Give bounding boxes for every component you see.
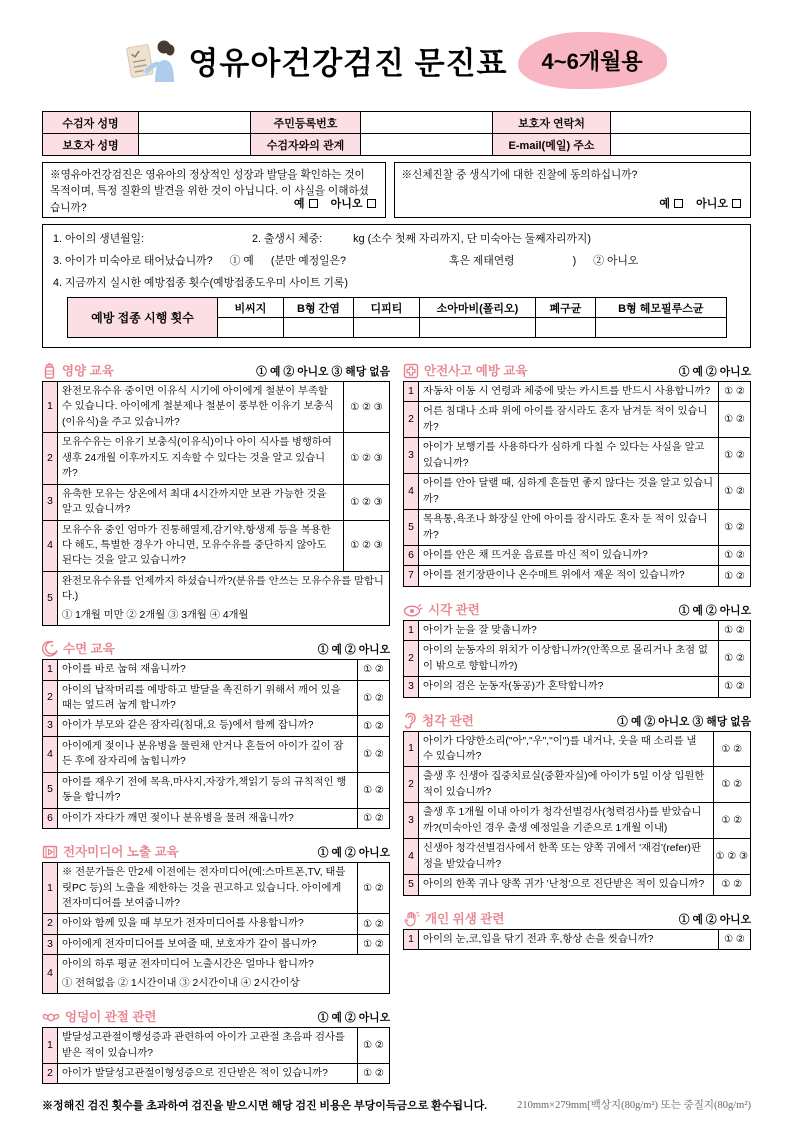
answer-options[interactable]: ① ② ③ — [713, 839, 750, 875]
question-row — [43, 433, 390, 484]
question-text-label: 아이가 부모와 같은 잠자리(침대,요 등)에서 함께 잡니까? — [62, 720, 314, 732]
question-text-label: 아이가 눈을 잘 맞춥니까? — [423, 624, 537, 636]
question-text-label: 아이를 바로 눕혀 재웁니까? — [62, 664, 186, 676]
question-text-label: 출생 후 신생아 집중치료실(중환자실)에 아이가 5일 이상 입원한 적이 있습니까? — [423, 771, 705, 798]
patient-info-table — [42, 111, 751, 156]
question-row — [43, 716, 390, 736]
question-text-label: ※ 전문가들은 만2세 이전에는 전자미디어(예:스마트폰,TV, 태블릿PC 등)의 노출을 제한하는 것을 권고하고 있습니다. 아이에게 전자미디어를 보여줍니까? — [62, 867, 346, 909]
question-row — [43, 382, 390, 433]
answer-options[interactable]: ① ② — [719, 402, 751, 438]
question-number: 2 — [43, 680, 58, 716]
question-text — [58, 520, 344, 571]
question-row — [404, 545, 751, 565]
right-column — [403, 361, 751, 963]
question-text-label: 출생 후 1개월 이내 아이가 청각선별검사(청력검사)를 받았습니까?(미숙아인 경우 출생 예정일을 기준으로 1개월 이내) — [423, 807, 702, 834]
question-text-label: 아이가 다양한소리("아","우","이")를 내거나, 웃을 때 소리를 낼 수 있습니까? — [423, 735, 697, 762]
section-title: 안전사고 예방 교육 — [424, 364, 528, 378]
answer-options[interactable]: ① ② — [719, 929, 751, 949]
answer-options-inline[interactable]: ① 전혀없음 ② 1시간이내 ③ 2시간이내 ④ 2시간이상 — [62, 977, 300, 989]
section-title: 전자미디어 노출 교육 — [63, 845, 179, 860]
answer-options[interactable]: ① ② — [358, 1064, 390, 1084]
answer-options[interactable]: ① ② — [719, 382, 751, 402]
section-hygiene — [403, 909, 751, 950]
question-number: 5 — [43, 571, 58, 625]
media-play-icon — [42, 844, 58, 860]
question-row — [404, 839, 751, 875]
question-row — [404, 402, 751, 438]
question-text-label: 아이의 하루 평균 전자미디어 노출시간은 얼마나 합니까? — [62, 959, 314, 971]
vaccination-table — [67, 297, 727, 338]
vaccine-col-dpt: 디피티 — [354, 298, 420, 318]
relationship-label: 수검자와의 관계 — [251, 134, 361, 156]
premature-yes-option[interactable]: ① 예 — [229, 255, 254, 267]
guardian-phone-field[interactable] — [611, 112, 751, 134]
ear-icon — [403, 712, 417, 729]
question-text — [419, 677, 719, 697]
vaccine-count-field-polio[interactable] — [420, 318, 536, 338]
question-text-label: 아이와 함께 있을 때 부모가 전자미디어를 사용합니까? — [62, 918, 304, 930]
answer-options[interactable]: ① ② — [358, 863, 390, 914]
question-number: 3 — [43, 484, 58, 520]
table-row — [68, 298, 727, 318]
vaccine-count-field-bcg[interactable] — [218, 318, 284, 338]
consent-section — [42, 162, 751, 218]
question-text-label: 발달성고관절이행성증과 관련하여 아이가 고관절 초음파 검사를 받은 적이 있습니까? — [62, 1032, 345, 1059]
vaccination-count-line — [53, 275, 740, 290]
question-text — [58, 433, 344, 484]
question-text — [58, 571, 390, 625]
answer-options[interactable]: ① ② — [358, 716, 390, 736]
question-text-label: 신생아 청각선별검사에서 한쪽 또는 양쪽 귀에서 '재검'(refer)판정을 받았습니까? — [423, 843, 701, 870]
question-number: 2 — [43, 433, 58, 484]
answer-options-inline[interactable]: ① 1개월 미만 ② 2개월 ③ 3개월 ④ 4개월 — [62, 609, 249, 621]
answer-scale-legend: ① 예 ② 아니오 — [317, 1012, 390, 1025]
question-text-label: 완전모유수유를 언제까지 하셨습니까?(분유를 안쓰는 모유수유를 말합니다.) — [62, 575, 384, 603]
vaccination-row-label: 예방 접종 시행 횟수 — [68, 298, 218, 338]
question-text — [58, 772, 358, 808]
question-text — [419, 402, 719, 438]
question-row — [43, 736, 390, 772]
question-row — [43, 863, 390, 914]
answer-scale-legend: ① 예 ② 아니오 ③ 해당 없음 — [617, 715, 751, 728]
vaccine-col-pcv: 폐구균 — [536, 298, 596, 318]
question-text-label: 아이를 재우기 전에 목욕,마사지,자장가,책읽기 등의 규칙적인 행동을 합니까? — [62, 776, 347, 804]
question-text-label: 자동차 이동 시 연령과 체중에 맞는 카시트를 반드시 사용합니까? — [423, 386, 711, 397]
answer-options[interactable]: ① ② — [358, 934, 390, 954]
vaccine-count-field-hib[interactable] — [596, 318, 727, 338]
question-columns — [42, 361, 751, 1097]
answer-options[interactable]: ① ② — [719, 641, 751, 677]
question-text — [419, 474, 719, 510]
answer-scale-legend: ① 예 ② 아니오 — [678, 366, 751, 378]
question-text — [419, 767, 714, 803]
guardian-phone-label: 보호자 연락처 — [493, 112, 611, 134]
vaccine-col-polio: 소아마비(폴리오) — [420, 298, 536, 318]
answer-options[interactable]: ① ② — [719, 545, 751, 565]
question-number: 6 — [404, 545, 419, 565]
question-row — [404, 382, 751, 402]
vaccine-col-hepb: B형 간염 — [284, 298, 354, 318]
answer-options[interactable]: ① ② — [713, 803, 750, 839]
genital-no-checkbox[interactable] — [732, 199, 741, 208]
question-number: 1 — [43, 863, 58, 914]
question-row — [404, 731, 751, 767]
question-text-label: 목욕통,욕조나 화장실 안에 아이를 잠시라도 혼자 둔 적이 있습니까? — [423, 514, 708, 541]
vaccine-count-field-pcv[interactable] — [536, 318, 596, 338]
answer-options[interactable]: ① ② — [719, 510, 751, 546]
question-row — [43, 914, 390, 934]
question-number: 1 — [43, 1028, 58, 1064]
page-title: 영유아건강검진 문진표 — [188, 46, 508, 81]
question-text-label: 유축한 모유는 상온에서 최대 4시간까지만 보관 가능한 것을 알고 있습니까? — [62, 488, 327, 516]
first-aid-cross-icon — [403, 363, 419, 379]
question-number: 1 — [404, 929, 419, 949]
section-vision — [403, 600, 751, 698]
question-number: 1 — [404, 620, 419, 640]
question-number: 2 — [43, 1064, 58, 1084]
question-text — [58, 484, 344, 520]
genital-exam-consent-text: ※신체진찰 중 생식기에 대한 진찰에 동의하십니까? — [401, 169, 638, 181]
crescent-moon-icon — [42, 641, 58, 657]
question-row — [43, 955, 390, 994]
question-text — [58, 382, 344, 433]
question-text — [419, 438, 719, 474]
answer-options[interactable]: ① ② — [358, 660, 390, 680]
question-row — [404, 929, 751, 949]
examinee-name-label: 수검자 성명 — [43, 112, 139, 134]
section-title: 엉덩이 관절 관련 — [65, 1010, 157, 1025]
page-footer — [42, 1097, 751, 1113]
baby-bottle-icon — [42, 362, 57, 379]
answer-scale-legend: ① 예 ② 아니오 — [317, 644, 390, 657]
premature-no-option[interactable]: ② 아니오 — [593, 255, 639, 267]
email-field[interactable] — [611, 134, 751, 156]
question-number: 3 — [404, 438, 419, 474]
examinee-name-field[interactable] — [139, 112, 251, 134]
question-row — [43, 808, 390, 828]
guardian-name-field[interactable] — [139, 134, 251, 156]
question-row — [404, 438, 751, 474]
question-text-label: 완전모유수유 중이면 이유식 시기에 아이에게 철분이 부족할 수 있습니다. 아이에게 철분제나 철분이 풍부한 이유기 보충식(이유식)을 주고 있습니까? — [62, 386, 334, 428]
question-number: 3 — [43, 716, 58, 736]
age-group-badge: 4~6개월용 — [518, 32, 667, 89]
question-number: 5 — [404, 875, 419, 895]
question-text — [419, 803, 714, 839]
purpose-no-checkbox[interactable] — [367, 199, 376, 208]
question-text — [58, 955, 390, 994]
hip-joint-icon — [42, 1010, 60, 1025]
answer-options[interactable]: ① ② — [719, 438, 751, 474]
answer-options[interactable]: ① ② — [719, 620, 751, 640]
question-text — [419, 641, 719, 677]
question-text — [58, 914, 358, 934]
question-number: 2 — [404, 767, 419, 803]
question-text — [58, 660, 358, 680]
purpose-consent-box — [42, 162, 386, 218]
purpose-yes-checkbox[interactable] — [309, 199, 318, 208]
question-text-label: 아이를 안은 채 뜨거운 음료를 마신 적이 있습니까? — [423, 549, 648, 561]
question-number: 7 — [404, 566, 419, 586]
section-title: 청각 관련 — [422, 713, 474, 728]
question-text — [419, 566, 719, 586]
answer-options[interactable]: ① ② — [358, 680, 390, 716]
section-title: 개인 위생 관련 — [425, 911, 505, 926]
section-hearing — [403, 711, 751, 896]
paper-spec-note: 210mm×279mm[백상지(80g/m²) 또는 중질지(80g/m²) — [517, 1100, 751, 1112]
question-row — [404, 566, 751, 586]
question-text — [58, 808, 358, 828]
question-number: 1 — [43, 382, 58, 433]
answer-options[interactable]: ① ② — [713, 767, 750, 803]
question-text — [58, 1028, 358, 1064]
answer-options[interactable]: ① ② — [719, 566, 751, 586]
no-label: 아니오 — [330, 197, 363, 210]
question-text-label: 아이의 납작머리를 예방하고 발달을 촉진하기 위해서 깨어 있을 때는 엎드려 눕게 합니까? — [62, 684, 341, 711]
question-row — [43, 1064, 390, 1084]
premature-question: 3. 아이가 미숙아로 태어났습니까? — [53, 255, 213, 267]
section-media — [42, 842, 390, 994]
section-sleep — [42, 639, 390, 829]
question-text-label: 모유수유는 이유기 보충식(이유식)이나 아이 식사를 병행하여 생후 24개월 이후까지도 지속할 수 있다는 것을 알고 있습니까? — [62, 437, 332, 480]
question-number: 1 — [404, 731, 419, 767]
vaccine-count-field-hepb[interactable] — [284, 318, 354, 338]
question-text-label: 아이를 전기장판이나 온수매트 위에서 재운 적이 있습니까? — [423, 570, 685, 582]
answer-options[interactable]: ① ② — [719, 474, 751, 510]
section-title: 수면 교육 — [63, 642, 115, 657]
vaccination-count-question: 4. 지금까지 실시한 예방접종 횟수(예방접종도우미 사이트 기록) — [53, 277, 348, 289]
no-label: 아니오 — [696, 197, 728, 210]
question-text — [419, 875, 714, 895]
answer-options[interactable]: ① ② ③ — [344, 520, 390, 571]
question-text — [419, 510, 719, 546]
left-column — [42, 361, 390, 1097]
question-row — [404, 510, 751, 546]
question-text-label: 아이의 눈,코,입을 닦기 전과 후,항상 손을 씻습니까? — [423, 933, 654, 945]
section-hip — [42, 1007, 390, 1084]
birthdate-label: 1. 아이의 생년월일: — [53, 233, 145, 245]
section-title: 영양 교육 — [62, 364, 114, 378]
answer-options[interactable]: ① ② ③ — [344, 433, 390, 484]
yes-label: 예 — [659, 197, 671, 210]
question-row — [404, 677, 751, 697]
guardian-name-label: 보호자 성명 — [43, 134, 139, 156]
page-header — [42, 32, 751, 89]
question-text — [58, 934, 358, 954]
answer-scale-legend: ① 예 ② 아니오 — [678, 913, 751, 926]
person-with-checklist-icon — [126, 36, 178, 86]
answer-scale-legend: ① 예 ② 아니오 — [678, 604, 751, 617]
birth-weight-label: 2. 출생시 체중: — [252, 233, 323, 245]
question-row — [43, 772, 390, 808]
email-label: E-mail(메일) 주소 — [493, 134, 611, 156]
section-safety — [403, 361, 751, 587]
question-text — [419, 929, 719, 949]
question-row — [43, 1028, 390, 1064]
eye-icon — [403, 603, 423, 618]
question-row — [404, 875, 751, 895]
question-text — [419, 545, 719, 565]
question-row — [43, 934, 390, 954]
question-text-label: 어른 침대나 소파 위에 아이를 잠시라도 혼자 남겨둔 적이 있습니까? — [423, 406, 708, 433]
question-text — [58, 863, 358, 914]
question-row — [404, 620, 751, 640]
hand-icon — [403, 911, 420, 927]
question-row — [43, 520, 390, 571]
question-text-label: 아이를 안아 달랠 때, 심하게 흔들면 좋지 않다는 것을 알고 있습니까? — [423, 478, 714, 505]
question-row — [404, 474, 751, 510]
question-text — [58, 716, 358, 736]
question-number: 2 — [404, 641, 419, 677]
answer-options[interactable]: ① ② — [713, 731, 750, 767]
question-row — [43, 660, 390, 680]
question-number: 3 — [43, 934, 58, 954]
answer-options[interactable]: ① ② — [358, 772, 390, 808]
question-row — [43, 571, 390, 625]
question-number: 1 — [43, 660, 58, 680]
table-row — [43, 112, 751, 134]
excess-checkup-notice: ※정해진 검진 횟수를 초과하여 검진을 받으시면 해당 검진 비용은 부당이득금으로 환수됩니다. — [42, 1100, 488, 1113]
answer-options[interactable]: ① ② ③ — [344, 382, 390, 433]
gestational-age-label: 혹은 제태연령 — [449, 255, 515, 267]
weight-unit-note: kg (소수 첫째 자리까지, 단 미숙아는 둘째자리까지) — [353, 233, 591, 245]
answer-scale-legend: ① 예 ② 아니오 — [317, 847, 390, 860]
due-date-label: (분만 예정일은? — [270, 255, 347, 267]
question-number: 3 — [404, 803, 419, 839]
relationship-field[interactable] — [361, 134, 493, 156]
question-text — [58, 680, 358, 716]
question-number: 4 — [404, 839, 419, 875]
answer-options[interactable]: ① ② — [358, 736, 390, 772]
question-text-label: 아이에게 젖이나 분유병을 물린채 안거나 흔들어 아이가 깊이 잠든 후에 잠자리에 눕힙니까? — [62, 740, 344, 768]
question-row — [43, 484, 390, 520]
genital-exam-consent-box — [394, 162, 752, 218]
question-text-label: 아이의 눈동자의 위치가 이상합니까?(안쪽으로 몰리거나 초점 없이 밖으로 향합니까?) — [423, 645, 708, 672]
answer-scale-legend: ① 예 ② 아니오 ③ 해당 없음 — [256, 366, 390, 378]
section-title: 시각 관련 — [428, 602, 480, 617]
genital-yes-checkbox[interactable] — [674, 199, 683, 208]
question-number: 4 — [43, 520, 58, 571]
question-text-label: 아이가 발달성고관절이형성증으로 진단받은 적이 있습니까? — [62, 1068, 328, 1079]
basic-questions-box — [42, 224, 751, 348]
answer-options[interactable]: ① ② ③ — [344, 484, 390, 520]
vaccine-col-bcg: 비씨지 — [218, 298, 284, 318]
answer-options[interactable]: ① ② — [358, 808, 390, 828]
birthdate-weight-line — [53, 231, 740, 246]
question-text — [419, 382, 719, 402]
question-number: 2 — [404, 402, 419, 438]
question-text — [419, 839, 714, 875]
question-number: 3 — [404, 677, 419, 697]
question-text-label: 아이의 검은 눈동자(동공)가 혼탁합니까? — [423, 681, 604, 693]
question-number: 6 — [43, 808, 58, 828]
question-row — [404, 803, 751, 839]
question-number: 5 — [404, 510, 419, 546]
question-text — [419, 731, 714, 767]
table-row — [43, 134, 751, 156]
question-row — [404, 767, 751, 803]
answer-options[interactable]: ① ② — [719, 677, 751, 697]
premature-line: 3. 아이가 미숙아로 태어났습니까? ① 예 (분만 예정일은? 혹은 제태연령 ) ② 아니오 — [53, 255, 639, 267]
question-text-label: 아이의 한쪽 귀나 양쪽 귀가 '난청'으로 진단받은 적이 있습니까? — [423, 879, 705, 891]
answer-options[interactable]: ① ② — [358, 1028, 390, 1064]
question-number: 4 — [43, 955, 58, 994]
question-number: 5 — [43, 772, 58, 808]
question-row — [43, 680, 390, 716]
question-text — [58, 736, 358, 772]
question-number: 4 — [404, 474, 419, 510]
question-text-label: 아이가 자다가 깨면 젖이나 분유병을 물려 재웁니까? — [62, 812, 294, 824]
resident-number-field[interactable] — [361, 112, 493, 134]
question-number: 4 — [43, 736, 58, 772]
answer-options[interactable]: ① ② — [713, 875, 750, 895]
section-nutrition — [42, 361, 390, 626]
resident-number-label: 주민등록번호 — [251, 112, 361, 134]
vaccine-col-hib: B형 헤모필루스균 — [596, 298, 727, 318]
question-number: 2 — [43, 914, 58, 934]
question-text-label: 모유수유 중인 엄마가 진통해열제,감기약,항생제 등을 복용한다 해도, 특별한 경우가 아니면, 모유수유를 중단하지 않아도 된다는 것을 알고 있습니까? — [62, 524, 331, 567]
vaccine-count-field-dpt[interactable] — [354, 318, 420, 338]
yes-label: 예 — [293, 197, 305, 210]
question-text — [58, 1064, 358, 1084]
answer-options[interactable]: ① ② — [358, 914, 390, 934]
question-row — [404, 641, 751, 677]
question-text-label: 아이에게 전자미디어를 보여줄 때, 보호자가 같이 봅니까? — [62, 938, 317, 950]
question-text-label: 아이가 보행기를 사용하다가 심하게 다칠 수 있다는 사실을 알고 있습니까? — [423, 442, 705, 469]
purpose-consent-text: ※영유아건강검진은 영유아의 정상적인 성장과 발달을 확인하는 것이 목적이며, 특정 질환의 발견을 위한 것이 아닙니다. 이 사실을 이해하셨습니까? — [50, 169, 369, 214]
question-number: 1 — [404, 382, 419, 402]
question-text — [419, 620, 719, 640]
